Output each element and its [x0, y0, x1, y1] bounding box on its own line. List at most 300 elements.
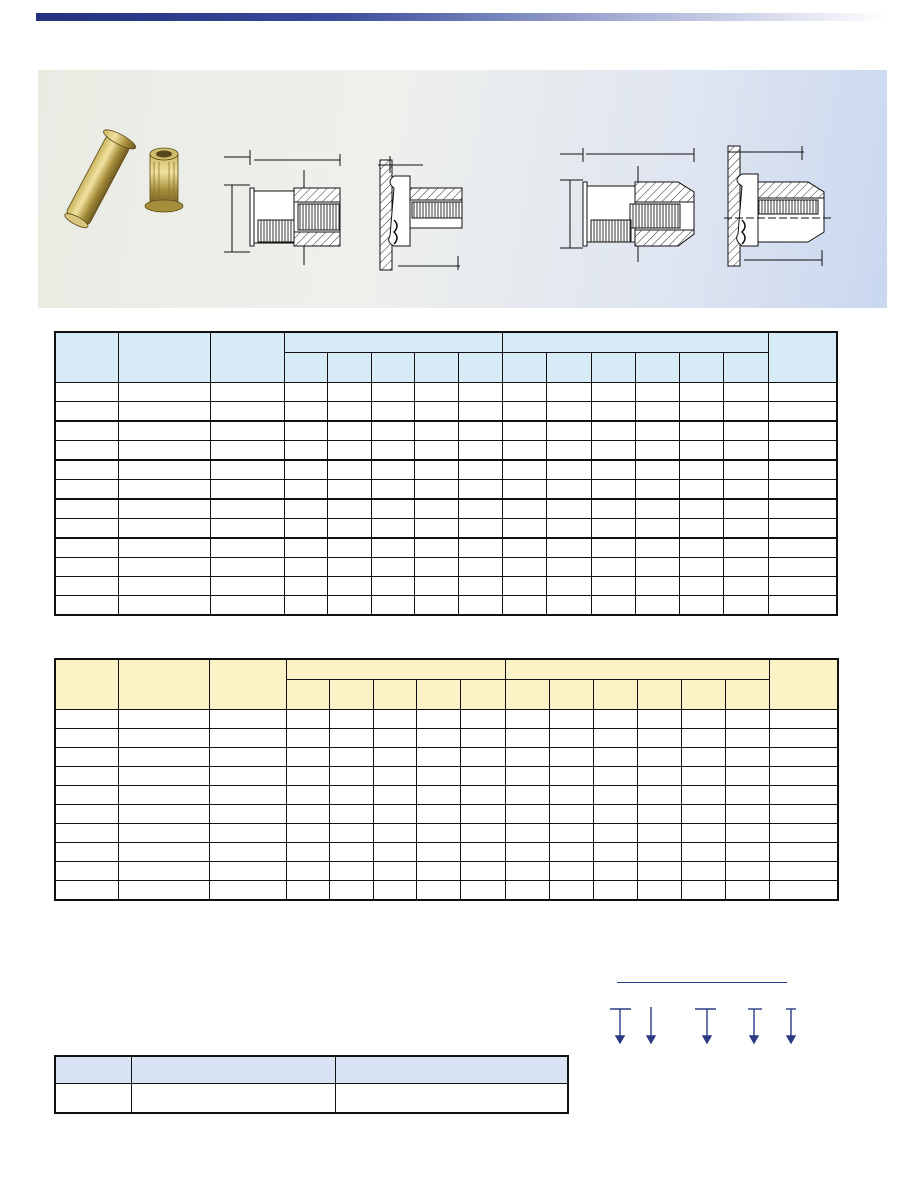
table-cell — [118, 538, 210, 558]
table-cell — [723, 577, 768, 596]
table-cell — [210, 441, 284, 461]
table-cell — [502, 441, 546, 461]
table-cell — [591, 538, 635, 558]
table-cell — [769, 729, 838, 748]
table-cell — [327, 421, 371, 441]
table1-group-header-1 — [284, 332, 502, 353]
table-cell — [591, 441, 635, 461]
table-cell — [55, 748, 118, 767]
table-cell — [327, 441, 371, 461]
table-cell — [679, 558, 723, 577]
table3-header-cell — [335, 1056, 568, 1084]
table-cell — [371, 441, 414, 461]
table-row — [55, 767, 838, 786]
table-cell — [637, 862, 681, 881]
table-cell — [210, 538, 284, 558]
table-cell — [373, 748, 416, 767]
table-cell — [768, 441, 837, 461]
table-cell — [416, 805, 460, 824]
table2-subheader — [549, 680, 593, 710]
table-cell — [723, 596, 768, 616]
table2-group-header-1 — [286, 659, 505, 680]
table-cell — [502, 480, 546, 500]
table-cell — [284, 480, 327, 500]
table2-header-cell-3 — [209, 659, 286, 710]
table-cell — [591, 421, 635, 441]
table-cell — [769, 805, 838, 824]
arrow-down-icon — [616, 1036, 624, 1043]
table-row — [55, 460, 837, 480]
table-cell — [591, 460, 635, 480]
table-cell — [460, 862, 505, 881]
table-cell — [769, 843, 838, 862]
table-cell — [55, 596, 118, 616]
table-cell — [591, 577, 635, 596]
table-cell — [118, 710, 209, 729]
table2-subheader — [329, 680, 373, 710]
table-cell — [593, 710, 637, 729]
table-cell — [329, 767, 373, 786]
table-cell — [505, 767, 549, 786]
table-cell — [416, 786, 460, 805]
table-cell — [505, 729, 549, 748]
table-cell — [769, 710, 838, 729]
table2-subheader — [505, 680, 549, 710]
table-cell — [460, 748, 505, 767]
table-cell — [371, 577, 414, 596]
table-cell — [416, 881, 460, 901]
table-cell — [725, 805, 769, 824]
table-cell — [591, 480, 635, 500]
table-cell — [55, 402, 118, 422]
table1-subheader — [635, 353, 679, 383]
table-cell — [416, 767, 460, 786]
table-cell — [55, 383, 118, 402]
table-cell — [118, 824, 209, 843]
table-row — [55, 805, 838, 824]
table-cell — [209, 824, 286, 843]
table-row — [55, 480, 837, 500]
table-cell — [414, 460, 458, 480]
table-cell — [679, 596, 723, 616]
table-cell — [769, 767, 838, 786]
table-cell — [373, 824, 416, 843]
table-cell — [681, 748, 725, 767]
table-cell — [502, 383, 546, 402]
table-cell — [549, 710, 593, 729]
table-cell — [286, 748, 329, 767]
table-cell — [118, 786, 209, 805]
table-cell — [329, 862, 373, 881]
table-cell — [546, 519, 591, 539]
table-cell — [286, 843, 329, 862]
table-cell — [329, 805, 373, 824]
table-row — [55, 824, 838, 843]
table2-subheader — [725, 680, 769, 710]
table-cell — [768, 460, 837, 480]
table-cell — [460, 824, 505, 843]
table-cell — [329, 710, 373, 729]
arrow-down-icon — [703, 1036, 711, 1043]
table-cell — [327, 519, 371, 539]
table-cell — [327, 577, 371, 596]
open-end-installed-drawing — [378, 156, 462, 270]
table-cell — [723, 383, 768, 402]
table2-subheader — [593, 680, 637, 710]
header-accent-bar — [36, 13, 886, 21]
table-cell — [286, 805, 329, 824]
table-row — [55, 729, 838, 748]
table-cell — [286, 824, 329, 843]
table-cell — [768, 421, 837, 441]
closed-end-rivet-nut-drawing — [560, 148, 694, 262]
table-cell — [768, 383, 837, 402]
table-cell — [768, 402, 837, 422]
table-cell — [371, 480, 414, 500]
table2-header-cell-2 — [118, 659, 209, 710]
table-cell — [373, 767, 416, 786]
table-cell — [460, 881, 505, 901]
table-cell — [210, 558, 284, 577]
table-cell — [769, 881, 838, 901]
table-cell — [118, 843, 209, 862]
closed-end-installed-drawing — [724, 146, 832, 266]
material-table — [54, 1055, 569, 1114]
table1-subheader — [284, 353, 327, 383]
table3-header-cell — [55, 1056, 131, 1084]
table-cell — [118, 767, 209, 786]
table-cell — [458, 558, 502, 577]
table-cell — [371, 402, 414, 422]
table-cell — [329, 748, 373, 767]
table-cell — [593, 767, 637, 786]
table-cell — [679, 383, 723, 402]
table-cell — [327, 383, 371, 402]
table-cell — [373, 805, 416, 824]
table-cell — [458, 441, 502, 461]
table-cell — [118, 441, 210, 461]
table-row — [55, 499, 837, 519]
table-cell — [327, 402, 371, 422]
table-cell — [723, 499, 768, 519]
table-cell — [209, 805, 286, 824]
table-cell — [505, 748, 549, 767]
table-cell — [118, 881, 209, 901]
table-cell — [118, 460, 210, 480]
table-row — [55, 383, 837, 402]
table-row — [55, 748, 838, 767]
table-cell — [118, 499, 210, 519]
table-cell — [286, 767, 329, 786]
table-cell — [460, 786, 505, 805]
table-cell — [414, 383, 458, 402]
table-cell — [681, 786, 725, 805]
table2-subheader — [286, 680, 329, 710]
table-cell — [286, 881, 329, 901]
table2-group-header-2 — [505, 659, 769, 680]
table1-header-cell-1 — [55, 332, 118, 383]
table1-subheader — [371, 353, 414, 383]
table-cell — [637, 710, 681, 729]
table-cell — [373, 729, 416, 748]
table-cell — [593, 824, 637, 843]
table-cell — [55, 767, 118, 786]
table-cell — [768, 480, 837, 500]
table-cell — [768, 499, 837, 519]
table-cell — [637, 881, 681, 901]
table-cell — [209, 748, 286, 767]
table1-header-cell-2 — [118, 332, 210, 383]
table-row — [55, 538, 837, 558]
table-cell — [635, 538, 679, 558]
table-cell — [679, 499, 723, 519]
table-cell — [769, 748, 838, 767]
table-cell — [505, 843, 549, 862]
table-cell — [55, 538, 118, 558]
table-row — [55, 558, 837, 577]
table-cell — [769, 786, 838, 805]
table-cell — [635, 499, 679, 519]
table-cell — [55, 519, 118, 539]
table-cell — [637, 729, 681, 748]
table-cell — [416, 710, 460, 729]
table-cell — [593, 843, 637, 862]
part-number-arrows — [600, 1005, 810, 1047]
table-cell — [546, 538, 591, 558]
table-cell — [416, 843, 460, 862]
table2-subheader — [637, 680, 681, 710]
table-cell — [549, 824, 593, 843]
table-cell — [414, 421, 458, 441]
table1-subheader — [591, 353, 635, 383]
table-cell — [460, 729, 505, 748]
rivet-nut-photo — [59, 127, 183, 233]
table-row — [55, 843, 838, 862]
table-cell — [502, 596, 546, 616]
table-cell — [725, 881, 769, 901]
table-cell — [371, 421, 414, 441]
table-cell — [681, 729, 725, 748]
table-row — [55, 441, 837, 461]
table-cell — [549, 862, 593, 881]
table-cell — [284, 460, 327, 480]
table-cell — [210, 421, 284, 441]
table-cell — [371, 460, 414, 480]
table-cell — [549, 748, 593, 767]
table-cell — [549, 767, 593, 786]
table-cell — [55, 577, 118, 596]
table2-header-cell-1 — [55, 659, 118, 710]
table-cell — [635, 460, 679, 480]
table-cell — [55, 460, 118, 480]
table-cell — [502, 538, 546, 558]
table-cell — [725, 710, 769, 729]
table-cell — [284, 596, 327, 616]
table1-subheader — [327, 353, 371, 383]
table-cell — [725, 862, 769, 881]
table-cell — [210, 402, 284, 422]
table-cell — [118, 805, 209, 824]
table-cell — [55, 786, 118, 805]
table-cell — [549, 805, 593, 824]
table-cell — [327, 480, 371, 500]
table-cell — [546, 383, 591, 402]
table-cell — [371, 558, 414, 577]
table-cell — [681, 862, 725, 881]
table-cell — [131, 1084, 335, 1114]
table-cell — [416, 748, 460, 767]
table-cell — [329, 729, 373, 748]
table-cell — [209, 843, 286, 862]
table2-subheader — [681, 680, 725, 710]
table1-subheader — [679, 353, 723, 383]
table-cell — [55, 1084, 131, 1114]
table-cell — [118, 480, 210, 500]
table-cell — [373, 710, 416, 729]
table-cell — [458, 402, 502, 422]
table-cell — [373, 862, 416, 881]
table-cell — [502, 558, 546, 577]
table-cell — [502, 519, 546, 539]
table-cell — [118, 729, 209, 748]
table-cell — [55, 421, 118, 441]
table-cell — [284, 538, 327, 558]
table-cell — [284, 441, 327, 461]
table-cell — [593, 805, 637, 824]
table-cell — [637, 805, 681, 824]
table2-subheader — [460, 680, 505, 710]
table-cell — [593, 786, 637, 805]
part-number-rule — [617, 982, 787, 983]
table-cell — [373, 843, 416, 862]
table-cell — [118, 748, 209, 767]
table-cell — [458, 538, 502, 558]
table-cell — [679, 480, 723, 500]
table-cell — [681, 710, 725, 729]
table-cell — [546, 499, 591, 519]
table-cell — [593, 881, 637, 901]
table-cell — [635, 519, 679, 539]
table-cell — [591, 558, 635, 577]
table-cell — [505, 881, 549, 901]
table-row — [55, 519, 837, 539]
table-cell — [635, 480, 679, 500]
table-cell — [373, 786, 416, 805]
table1-subheader — [458, 353, 502, 383]
table-cell — [284, 499, 327, 519]
table-cell — [723, 538, 768, 558]
table-cell — [635, 421, 679, 441]
table-cell — [284, 383, 327, 402]
table-cell — [635, 558, 679, 577]
table-cell — [546, 558, 591, 577]
table-cell — [505, 862, 549, 881]
table-cell — [591, 596, 635, 616]
table-cell — [416, 824, 460, 843]
table-cell — [458, 460, 502, 480]
table-cell — [327, 538, 371, 558]
table-cell — [679, 519, 723, 539]
table-cell — [546, 402, 591, 422]
table-cell — [371, 519, 414, 539]
table-cell — [593, 862, 637, 881]
table-cell — [502, 421, 546, 441]
table-cell — [209, 862, 286, 881]
table-cell — [209, 881, 286, 901]
table-cell — [679, 441, 723, 461]
table2-subheader — [373, 680, 416, 710]
table-cell — [679, 421, 723, 441]
table1-subheader — [502, 353, 546, 383]
table-cell — [55, 729, 118, 748]
table-cell — [55, 805, 118, 824]
table-cell — [502, 402, 546, 422]
table-cell — [546, 460, 591, 480]
table-cell — [681, 824, 725, 843]
table-cell — [723, 421, 768, 441]
table-cell — [210, 519, 284, 539]
table-cell — [329, 786, 373, 805]
table-cell — [723, 558, 768, 577]
table-cell — [371, 538, 414, 558]
table-cell — [637, 767, 681, 786]
table-cell — [371, 499, 414, 519]
table-cell — [505, 805, 549, 824]
table-cell — [635, 577, 679, 596]
table-cell — [635, 596, 679, 616]
table-cell — [209, 767, 286, 786]
table-cell — [414, 402, 458, 422]
table3-header-cell — [131, 1056, 335, 1084]
table-cell — [723, 480, 768, 500]
table-cell — [327, 558, 371, 577]
table-cell — [371, 383, 414, 402]
table-cell — [416, 729, 460, 748]
table-cell — [591, 402, 635, 422]
table-cell — [681, 805, 725, 824]
table1-header-cell-3 — [210, 332, 284, 383]
table-cell — [546, 596, 591, 616]
table-cell — [329, 881, 373, 901]
table-cell — [637, 824, 681, 843]
table-cell — [55, 881, 118, 901]
table-cell — [591, 499, 635, 519]
table-cell — [546, 421, 591, 441]
table-cell — [458, 577, 502, 596]
table-cell — [118, 862, 209, 881]
table-cell — [286, 710, 329, 729]
table-cell — [210, 383, 284, 402]
table-cell — [768, 519, 837, 539]
table-cell — [55, 824, 118, 843]
table-cell — [286, 786, 329, 805]
table-cell — [458, 383, 502, 402]
table-cell — [414, 577, 458, 596]
table-cell — [725, 786, 769, 805]
table-cell — [460, 767, 505, 786]
table-cell — [210, 460, 284, 480]
table-cell — [210, 596, 284, 616]
table-cell — [549, 729, 593, 748]
spec-table-closed-end — [54, 658, 839, 901]
table-cell — [55, 499, 118, 519]
table-cell — [591, 519, 635, 539]
table-cell — [549, 881, 593, 901]
table-cell — [546, 577, 591, 596]
table-cell — [329, 843, 373, 862]
table-cell — [286, 729, 329, 748]
table-cell — [460, 843, 505, 862]
